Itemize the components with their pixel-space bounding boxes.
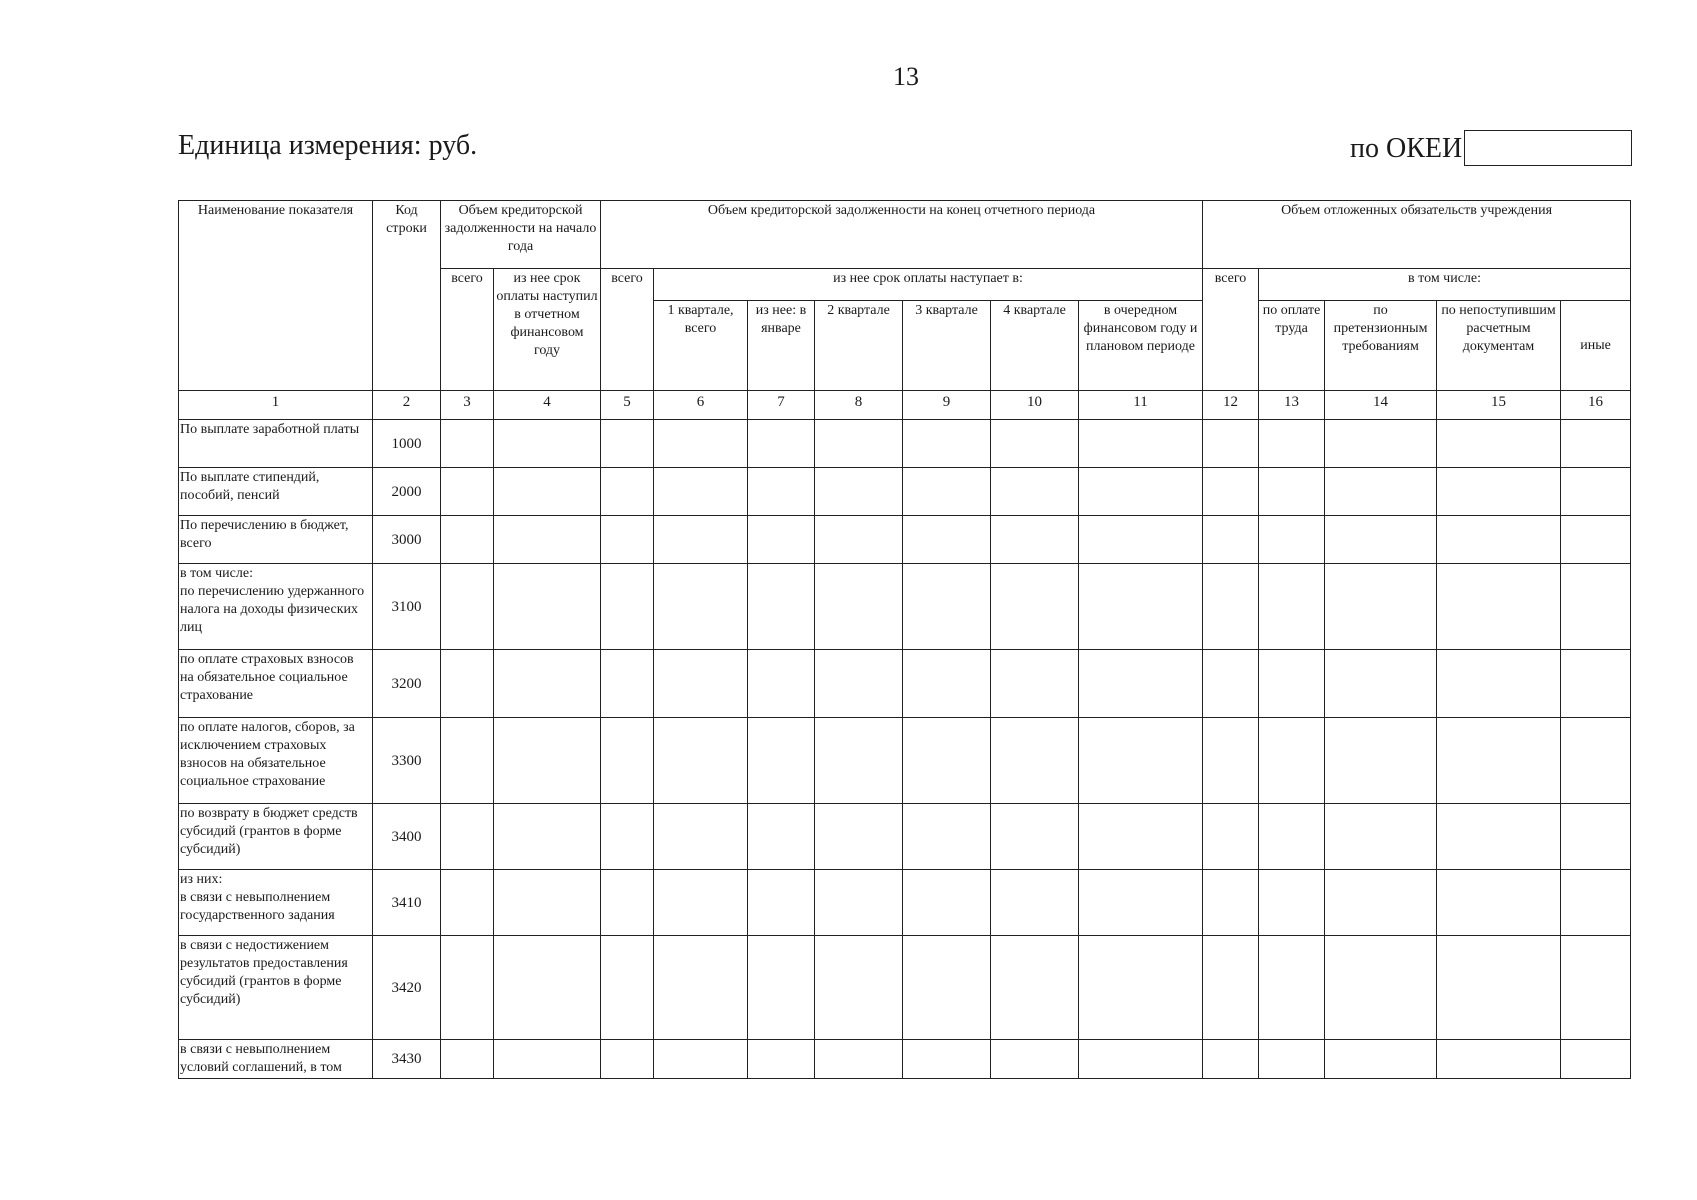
value-cell[interactable]: [1079, 1040, 1203, 1079]
value-cell[interactable]: [903, 870, 991, 936]
value-cell[interactable]: [494, 516, 601, 564]
row-name: в связи с недостижением результатов предоставления субсидий (грантов в форме субсидий): [179, 936, 373, 1040]
value-cell[interactable]: [654, 650, 748, 718]
row-code: 3300: [373, 718, 441, 804]
value-cell[interactable]: [1259, 516, 1325, 564]
value-cell[interactable]: [748, 650, 815, 718]
header-deferred-total: всего: [1203, 269, 1259, 391]
value-cell[interactable]: [1079, 420, 1203, 468]
table-row: [179, 804, 1631, 870]
table-row: [179, 936, 1631, 1040]
okei-code-field[interactable]: [1464, 130, 1632, 166]
value-cell[interactable]: [1325, 420, 1437, 468]
value-cell[interactable]: [748, 718, 815, 804]
column-number: 11: [1079, 391, 1203, 420]
value-cell[interactable]: [654, 468, 748, 516]
value-cell[interactable]: [601, 718, 654, 804]
value-cell[interactable]: [1259, 420, 1325, 468]
value-cell[interactable]: [1561, 718, 1631, 804]
header-january: из нее: в январе: [748, 301, 815, 391]
value-cell[interactable]: [815, 804, 903, 870]
header-code: Код строки: [373, 201, 441, 391]
table-row: [179, 516, 1631, 564]
value-cell[interactable]: [441, 564, 494, 650]
value-cell[interactable]: [1203, 936, 1259, 1040]
value-cell[interactable]: [903, 936, 991, 1040]
value-cell[interactable]: [441, 1040, 494, 1079]
table-row: [179, 650, 1631, 718]
value-cell[interactable]: [815, 718, 903, 804]
header-begin-due: из нее срок оплаты наступил в отчетном финансовом году: [494, 269, 601, 391]
row-code: 3420: [373, 936, 441, 1040]
value-cell[interactable]: [1437, 650, 1561, 718]
payables-report-table: [178, 200, 1631, 1079]
value-cell[interactable]: [1437, 870, 1561, 936]
value-cell[interactable]: [1203, 468, 1259, 516]
row-name: по оплате страховых взносов на обязательное социальное страхование: [179, 650, 373, 718]
value-cell[interactable]: [1079, 718, 1203, 804]
value-cell[interactable]: [748, 870, 815, 936]
header-end-group: Объем кредиторской задолженности на конец отчетного периода: [601, 201, 1203, 269]
value-cell[interactable]: [815, 468, 903, 516]
row-name: в том числе: по перечислению удержанного налога на доходы физических лиц: [179, 564, 373, 650]
value-cell[interactable]: [494, 564, 601, 650]
value-cell[interactable]: [991, 650, 1079, 718]
page-number: 13: [893, 62, 919, 91]
value-cell[interactable]: [1437, 564, 1561, 650]
value-cell[interactable]: [1437, 936, 1561, 1040]
column-number: 14: [1325, 391, 1437, 420]
value-cell[interactable]: [654, 420, 748, 468]
okei-label: по ОКЕИ: [1350, 133, 1463, 164]
value-cell[interactable]: [1561, 1040, 1631, 1079]
row-name: По выплате стипендий, пособий, пенсий: [179, 468, 373, 516]
value-cell[interactable]: [1203, 420, 1259, 468]
table-row: [179, 1040, 1631, 1079]
value-cell[interactable]: [1561, 516, 1631, 564]
value-cell[interactable]: [991, 420, 1079, 468]
value-cell[interactable]: [1325, 468, 1437, 516]
value-cell[interactable]: [441, 870, 494, 936]
column-number-row: [179, 391, 1631, 420]
value-cell[interactable]: [815, 870, 903, 936]
value-cell[interactable]: [991, 870, 1079, 936]
value-cell[interactable]: [441, 718, 494, 804]
column-number: 9: [903, 391, 991, 420]
value-cell[interactable]: [1079, 468, 1203, 516]
value-cell[interactable]: [1437, 804, 1561, 870]
column-number: 2: [373, 391, 441, 420]
header-begin-total: всего: [441, 269, 494, 391]
value-cell[interactable]: [1325, 1040, 1437, 1079]
value-cell[interactable]: [1561, 936, 1631, 1040]
value-cell[interactable]: [991, 1040, 1079, 1079]
column-number: 4: [494, 391, 601, 420]
table-row: [179, 564, 1631, 650]
value-cell[interactable]: [1203, 564, 1259, 650]
value-cell[interactable]: [815, 1040, 903, 1079]
header-next-year: в очередном финансовом году и плановом периоде: [1079, 301, 1203, 391]
value-cell[interactable]: [441, 936, 494, 1040]
value-cell[interactable]: [748, 564, 815, 650]
value-cell[interactable]: [991, 516, 1079, 564]
table-row: [179, 468, 1631, 516]
value-cell[interactable]: [601, 420, 654, 468]
value-cell[interactable]: [494, 870, 601, 936]
row-code: 3000: [373, 516, 441, 564]
value-cell[interactable]: [1561, 650, 1631, 718]
value-cell[interactable]: [1561, 564, 1631, 650]
table-row: [179, 718, 1631, 804]
header-name: Наименование показателя: [179, 201, 373, 391]
column-number: 13: [1259, 391, 1325, 420]
row-code: 3100: [373, 564, 441, 650]
value-cell[interactable]: [1437, 718, 1561, 804]
header-end-total: всего: [601, 269, 654, 391]
value-cell[interactable]: [601, 804, 654, 870]
row-name: По перечислению в бюджет, всего: [179, 516, 373, 564]
value-cell[interactable]: [441, 804, 494, 870]
row-name: по возврату в бюджет средств субсидий (грантов в форме субсидий): [179, 804, 373, 870]
value-cell[interactable]: [654, 718, 748, 804]
value-cell[interactable]: [1325, 870, 1437, 936]
value-cell[interactable]: [991, 468, 1079, 516]
okei-block: [1350, 132, 1632, 166]
value-cell[interactable]: [494, 468, 601, 516]
value-cell[interactable]: [601, 1040, 654, 1079]
column-number: 3: [441, 391, 494, 420]
table-row: [179, 420, 1631, 468]
value-cell[interactable]: [654, 870, 748, 936]
unit-of-measure: Единица измерения: руб.: [178, 130, 478, 161]
value-cell[interactable]: [1437, 468, 1561, 516]
value-cell[interactable]: [1079, 936, 1203, 1040]
value-cell[interactable]: [1437, 516, 1561, 564]
value-cell[interactable]: [991, 936, 1079, 1040]
column-number: 10: [991, 391, 1079, 420]
value-cell[interactable]: [1079, 870, 1203, 936]
value-cell[interactable]: [903, 718, 991, 804]
value-cell[interactable]: [1259, 804, 1325, 870]
value-cell[interactable]: [815, 564, 903, 650]
value-cell[interactable]: [903, 420, 991, 468]
value-cell[interactable]: [654, 564, 748, 650]
value-cell[interactable]: [1079, 516, 1203, 564]
column-number: 1: [179, 391, 373, 420]
column-number: 5: [601, 391, 654, 420]
value-cell[interactable]: [494, 650, 601, 718]
header-q2: 2 квартале: [815, 301, 903, 391]
row-code: 3410: [373, 870, 441, 936]
value-cell[interactable]: [1325, 516, 1437, 564]
value-cell[interactable]: [441, 468, 494, 516]
value-cell[interactable]: [494, 936, 601, 1040]
value-cell[interactable]: [1325, 804, 1437, 870]
header-begin-group: Объем кредиторской задолженности на начало года: [441, 201, 601, 269]
value-cell[interactable]: [441, 650, 494, 718]
row-code: 3400: [373, 804, 441, 870]
value-cell[interactable]: [1079, 564, 1203, 650]
value-cell[interactable]: [991, 804, 1079, 870]
table-row: [179, 870, 1631, 936]
row-code: 3430: [373, 1040, 441, 1079]
row-name: по оплате налогов, сборов, за исключением страховых взносов на обязательное социальное страхование: [179, 718, 373, 804]
value-cell[interactable]: [654, 936, 748, 1040]
header-q4: 4 квартале: [991, 301, 1079, 391]
value-cell[interactable]: [654, 804, 748, 870]
value-cell[interactable]: [601, 870, 654, 936]
value-cell[interactable]: [601, 564, 654, 650]
value-cell[interactable]: [601, 936, 654, 1040]
value-cell[interactable]: [1325, 936, 1437, 1040]
value-cell[interactable]: [748, 804, 815, 870]
value-cell[interactable]: [1437, 420, 1561, 468]
value-cell[interactable]: [1203, 718, 1259, 804]
value-cell[interactable]: [903, 516, 991, 564]
row-name: По выплате заработной платы: [179, 420, 373, 468]
value-cell[interactable]: [748, 420, 815, 468]
value-cell[interactable]: [1259, 1040, 1325, 1079]
value-cell[interactable]: [815, 936, 903, 1040]
value-cell[interactable]: [1259, 718, 1325, 804]
header-deferred-group: Объем отложенных обязательств учреждения: [1203, 201, 1631, 269]
header-end-due-group: из нее срок оплаты наступает в:: [654, 269, 1203, 301]
value-cell[interactable]: [748, 936, 815, 1040]
value-cell[interactable]: [815, 420, 903, 468]
value-cell[interactable]: [815, 516, 903, 564]
row-name: из них: в связи с невыполнением государственного задания: [179, 870, 373, 936]
value-cell[interactable]: [1079, 650, 1203, 718]
value-cell[interactable]: [1203, 1040, 1259, 1079]
value-cell[interactable]: [1203, 650, 1259, 718]
value-cell[interactable]: [601, 468, 654, 516]
value-cell[interactable]: [748, 1040, 815, 1079]
value-cell[interactable]: [654, 516, 748, 564]
value-cell[interactable]: [1259, 650, 1325, 718]
column-number: 15: [1437, 391, 1561, 420]
column-number: 6: [654, 391, 748, 420]
value-cell[interactable]: [903, 1040, 991, 1079]
value-cell[interactable]: [1561, 468, 1631, 516]
value-cell[interactable]: [1259, 564, 1325, 650]
value-cell[interactable]: [601, 650, 654, 718]
value-cell[interactable]: [1561, 420, 1631, 468]
value-cell[interactable]: [1259, 936, 1325, 1040]
value-cell[interactable]: [441, 516, 494, 564]
value-cell[interactable]: [1325, 564, 1437, 650]
row-code: 1000: [373, 420, 441, 468]
value-cell[interactable]: [601, 516, 654, 564]
value-cell[interactable]: [815, 650, 903, 718]
value-cell[interactable]: [1259, 468, 1325, 516]
column-number: 12: [1203, 391, 1259, 420]
value-cell[interactable]: [1079, 804, 1203, 870]
column-number: 8: [815, 391, 903, 420]
row-code: 2000: [373, 468, 441, 516]
value-cell[interactable]: [494, 804, 601, 870]
value-cell[interactable]: [494, 718, 601, 804]
value-cell[interactable]: [1325, 718, 1437, 804]
value-cell[interactable]: [748, 516, 815, 564]
column-number: 16: [1561, 391, 1631, 420]
value-cell[interactable]: [991, 564, 1079, 650]
value-cell[interactable]: [1203, 870, 1259, 936]
row-code: 3200: [373, 650, 441, 718]
row-name: в связи с невыполнением условий соглашений, в том: [179, 1040, 373, 1079]
value-cell[interactable]: [1325, 650, 1437, 718]
value-cell[interactable]: [903, 804, 991, 870]
header-incl: в том числе:: [1259, 269, 1631, 301]
header-claims: по претензионным требованиям: [1325, 301, 1437, 391]
value-cell[interactable]: [903, 468, 991, 516]
header-other: иные: [1561, 301, 1631, 391]
value-cell[interactable]: [1437, 1040, 1561, 1079]
value-cell[interactable]: [494, 420, 601, 468]
value-cell[interactable]: [1203, 804, 1259, 870]
value-cell[interactable]: [991, 718, 1079, 804]
value-cell[interactable]: [654, 1040, 748, 1079]
value-cell[interactable]: [903, 564, 991, 650]
value-cell[interactable]: [1259, 870, 1325, 936]
header-q1: 1 квартале, всего: [654, 301, 748, 391]
value-cell[interactable]: [748, 468, 815, 516]
header-q3: 3 квартале: [903, 301, 991, 391]
header-labor: по оплате труда: [1259, 301, 1325, 391]
value-cell[interactable]: [1561, 870, 1631, 936]
value-cell[interactable]: [494, 1040, 601, 1079]
value-cell[interactable]: [441, 420, 494, 468]
value-cell[interactable]: [903, 650, 991, 718]
header-docs: по непоступившим расчетным документам: [1437, 301, 1561, 391]
value-cell[interactable]: [1203, 516, 1259, 564]
column-number: 7: [748, 391, 815, 420]
value-cell[interactable]: [1561, 804, 1631, 870]
